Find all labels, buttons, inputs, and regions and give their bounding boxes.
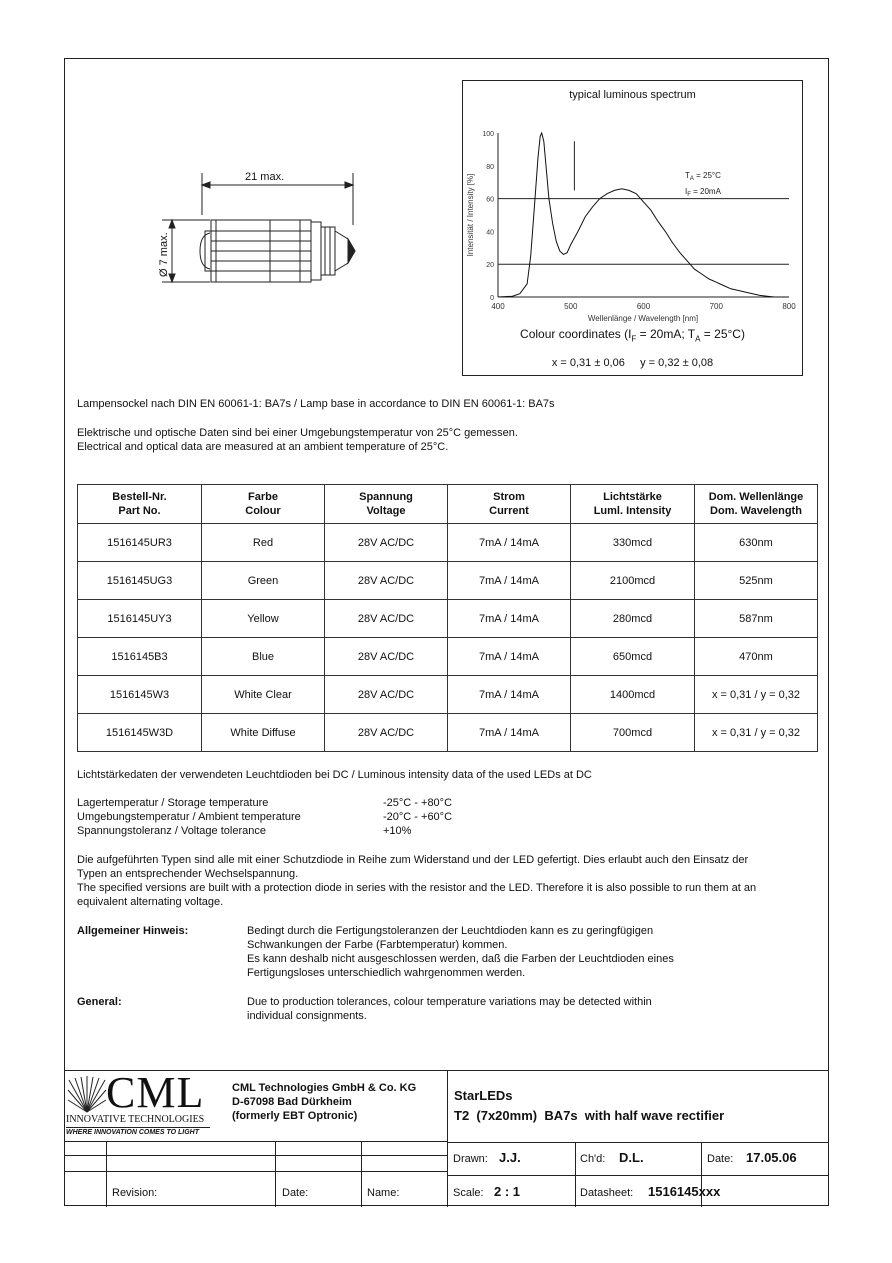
diode-text-en-1: The specified versions are built with a protection diode in series with the resistor and the LED. Therefore it is also possible to run them at an [77,882,757,894]
spec-value-2: +10% [383,825,412,837]
table-cell: Green [202,562,325,600]
table-header-cell [571,485,695,524]
table-cell: 7mA / 14mA [448,714,571,752]
lamp-base-text: Lampensockel nach DIN EN 60061-1: BA7s / Lamp base in accordance to DIN EN 60061-1: BA7s [77,398,555,410]
scale-value: 2 : 1 [494,1184,521,1199]
spec-label-2: Spannungstoleranz / Voltage tolerance [77,825,266,837]
checked-value: D.L. [619,1150,644,1165]
x-axis-label: Wellenlänge / Wavelength [nm] [587,314,699,323]
table-cell: 2100mcd [571,562,695,600]
table-header-row [78,485,818,524]
spec-value-1: -20°C - +60°C [383,811,453,823]
revision-name-label: Name: [367,1187,400,1199]
table-cell: x = 0,31 / y = 0,32 [695,676,818,714]
table-cell: 28V AC/DC [325,562,448,600]
y-tick-label: 40 [486,229,494,237]
table-row [78,714,818,752]
table-header-en: Voltage [366,505,406,517]
table-header-cell [695,485,818,524]
company-address: D-67098 Bad Dürkheim [232,1096,352,1108]
table-header-de: Lichtstärke [603,491,662,503]
table-cell: 7mA / 14mA [448,524,571,562]
table-cell: 700mcd [571,714,695,752]
table-header-en: Luml. Intensity [593,505,672,517]
table-cell: White Diffuse [202,714,325,752]
cml-sunburst-icon [67,1076,107,1114]
table-header-de: Bestell-Nr. [112,491,167,503]
table-header-en: Dom. Wavelength [710,505,802,517]
table-row [78,524,818,562]
ambient-temperature-annotation: $T_A = 25^\circ C$ [685,171,721,182]
spec-value-0: -25°C - +80°C [383,797,453,809]
company-formerly: (formerly EBT Optronic) [232,1110,358,1122]
table-header-cell [325,485,448,524]
table-cell: 28V AC/DC [325,714,448,752]
y-tick-label: 100 [482,131,494,138]
drawn-label: Drawn: [453,1153,488,1165]
table-cell: 7mA / 14mA [448,676,571,714]
table-header-de: Farbe [248,491,278,503]
table-cell: 1516145W3 [78,676,202,714]
table-cell: 525nm [695,562,818,600]
company-name: CML Technologies GmbH & Co. KG [232,1082,417,1094]
table-cell: 7mA / 14mA [448,638,571,676]
lamp-drawing [150,165,370,295]
cml-logo-tagline: WHERE INNOVATION COMES TO LIGHT [66,1129,199,1136]
diode-text-de-1: Die aufgeführten Typen sind alle mit einer Schutzdiode in Reihe zum Widerstand und der LED gefertigt. Dies erlaubt auch den Einsatz der [77,854,749,866]
spectrum-panel [462,80,803,376]
diode-text-en-2: equivalent alternating voltage. [77,896,224,908]
datasheet-label: Datasheet: [580,1187,634,1199]
revision-label: Revision: [112,1187,158,1199]
table-header-de: Spannung [359,491,413,503]
y-tick-label: 80 [486,163,494,171]
table-cell: 28V AC/DC [325,524,448,562]
colour-coordinates-title: Colour coordinates ($I_F = 20mA$; $T_A = 25^\circ C$) [520,327,745,344]
date-label: Date: [707,1153,734,1165]
hint-de-label: Allgemeiner Hinweis: [77,925,189,937]
table-header-en: Colour [245,505,281,517]
table-cell: 330mcd [571,524,695,562]
table-cell: 28V AC/DC [325,638,448,676]
table-cell: x = 0,31 / y = 0,32 [695,714,818,752]
table-header-en: Current [489,505,529,517]
spectrum-title: typical luminous spectrum [569,89,696,101]
revision-date-label: Date: [282,1187,309,1199]
measure-text-en: Electrical and optical data are measured at an ambient temperature of 25°C. [77,441,449,453]
x-tick-label: 700 [709,302,723,311]
table-cell: 280mcd [571,600,695,638]
intensity-note: Lichtstärkedaten der verwendeten Leuchtdioden bei DC / Luminous intensity data of the used LEDs at DC [77,769,592,781]
table-cell: White Clear [202,676,325,714]
table-cell: Yellow [202,600,325,638]
spectrum-series-line [498,133,789,297]
x-tick-label: 600 [636,302,651,311]
product-table [77,484,818,752]
title-block [64,1070,829,1207]
table-row [78,638,818,676]
y-axis-label: Intensität / Intensity [%] [466,173,475,257]
measure-text-de: Elektrische und optische Daten sind bei einer Umgebungstemperatur von 25°C gemessen. [77,427,518,439]
table-header-de: Dom. Wellenlänge [708,491,804,503]
hint-en-line-0: Due to production tolerances, colour temperature variations may be detected within [247,996,652,1008]
hint-de-line-3: Fertigungsloses unterschiedlich wahrgenommen werden. [247,967,526,979]
cml-logo-text: CML [106,1068,205,1117]
table-header-cell [78,485,202,524]
y-tick-label: 0 [490,295,494,302]
table-cell: 630nm [695,524,818,562]
table-cell: 650mcd [571,638,695,676]
dimension-length: 21 max. [245,171,285,183]
x-tick-label: 800 [782,302,796,311]
scale-label: Scale: [453,1187,484,1199]
x-tick-label: 400 [491,302,505,311]
table-cell: 1516145UG3 [78,562,202,600]
table-cell: 587nm [695,600,818,638]
table-header-cell [448,485,571,524]
forward-current-annotation: $I_F = 20mA$ [685,187,721,198]
table-cell: 1516145B3 [78,638,202,676]
hint-de-line-0: Bedingt durch die Fertigungstoleranzen der Leuchtdioden kann es zu geringfügigen [247,925,654,937]
dimension-diameter: Ø 7 max. [158,232,170,277]
table-cell: Red [202,524,325,562]
datasheet-value: 1516145xxx [648,1184,721,1199]
hint-en-line-1: individual consignments. [247,1010,367,1022]
date-value: 17.05.06 [746,1150,797,1165]
table-cell: Blue [202,638,325,676]
product-description: T2 (7x20mm) BA7s with half wave rectifier [454,1108,725,1123]
y-tick-label: 60 [486,196,494,204]
table-row [78,676,818,714]
table-cell: 28V AC/DC [325,600,448,638]
table-cell: 7mA / 14mA [448,562,571,600]
x-tick-label: 500 [564,302,578,311]
table-cell: 28V AC/DC [325,676,448,714]
hint-de-line-2: Es kann deshalb nicht ausgeschlossen werden, daß die Farben der Leuchtdioden eines [247,953,674,965]
table-row [78,600,818,638]
y-tick-label: 20 [486,262,494,270]
spec-label-1: Umgebungstemperatur / Ambient temperature [77,811,301,823]
table-header-en: Part No. [118,505,161,517]
spec-label-0: Lagertemperatur / Storage temperature [77,797,269,809]
hint-de-line-1: Schwankungen der Farbe (Farbtemperatur) kommen. [247,939,508,951]
diode-text-de-2: Typen an entsprechender Wechselspannung. [77,868,299,880]
hint-en-label: General: [77,996,122,1008]
colour-coordinates-values: x = 0,31 ± 0,06 y = 0,32 ± 0,08 [551,357,714,369]
table-cell: 1516145UY3 [78,600,202,638]
product-line: StarLEDs [454,1088,513,1103]
table-cell: 1516145UR3 [78,524,202,562]
table-cell: 1516145W3D [78,714,202,752]
table-cell: 1400mcd [571,676,695,714]
table-header-cell [202,485,325,524]
drawn-value: J.J. [499,1150,521,1165]
table-row [78,562,818,600]
table-header-de: Strom [493,491,525,503]
table-cell: 7mA / 14mA [448,600,571,638]
checked-label: Ch'd: [580,1153,606,1165]
table-cell: 470nm [695,638,818,676]
cml-logo-subtitle: INNOVATIVE TECHNOLOGIES [66,1114,205,1125]
